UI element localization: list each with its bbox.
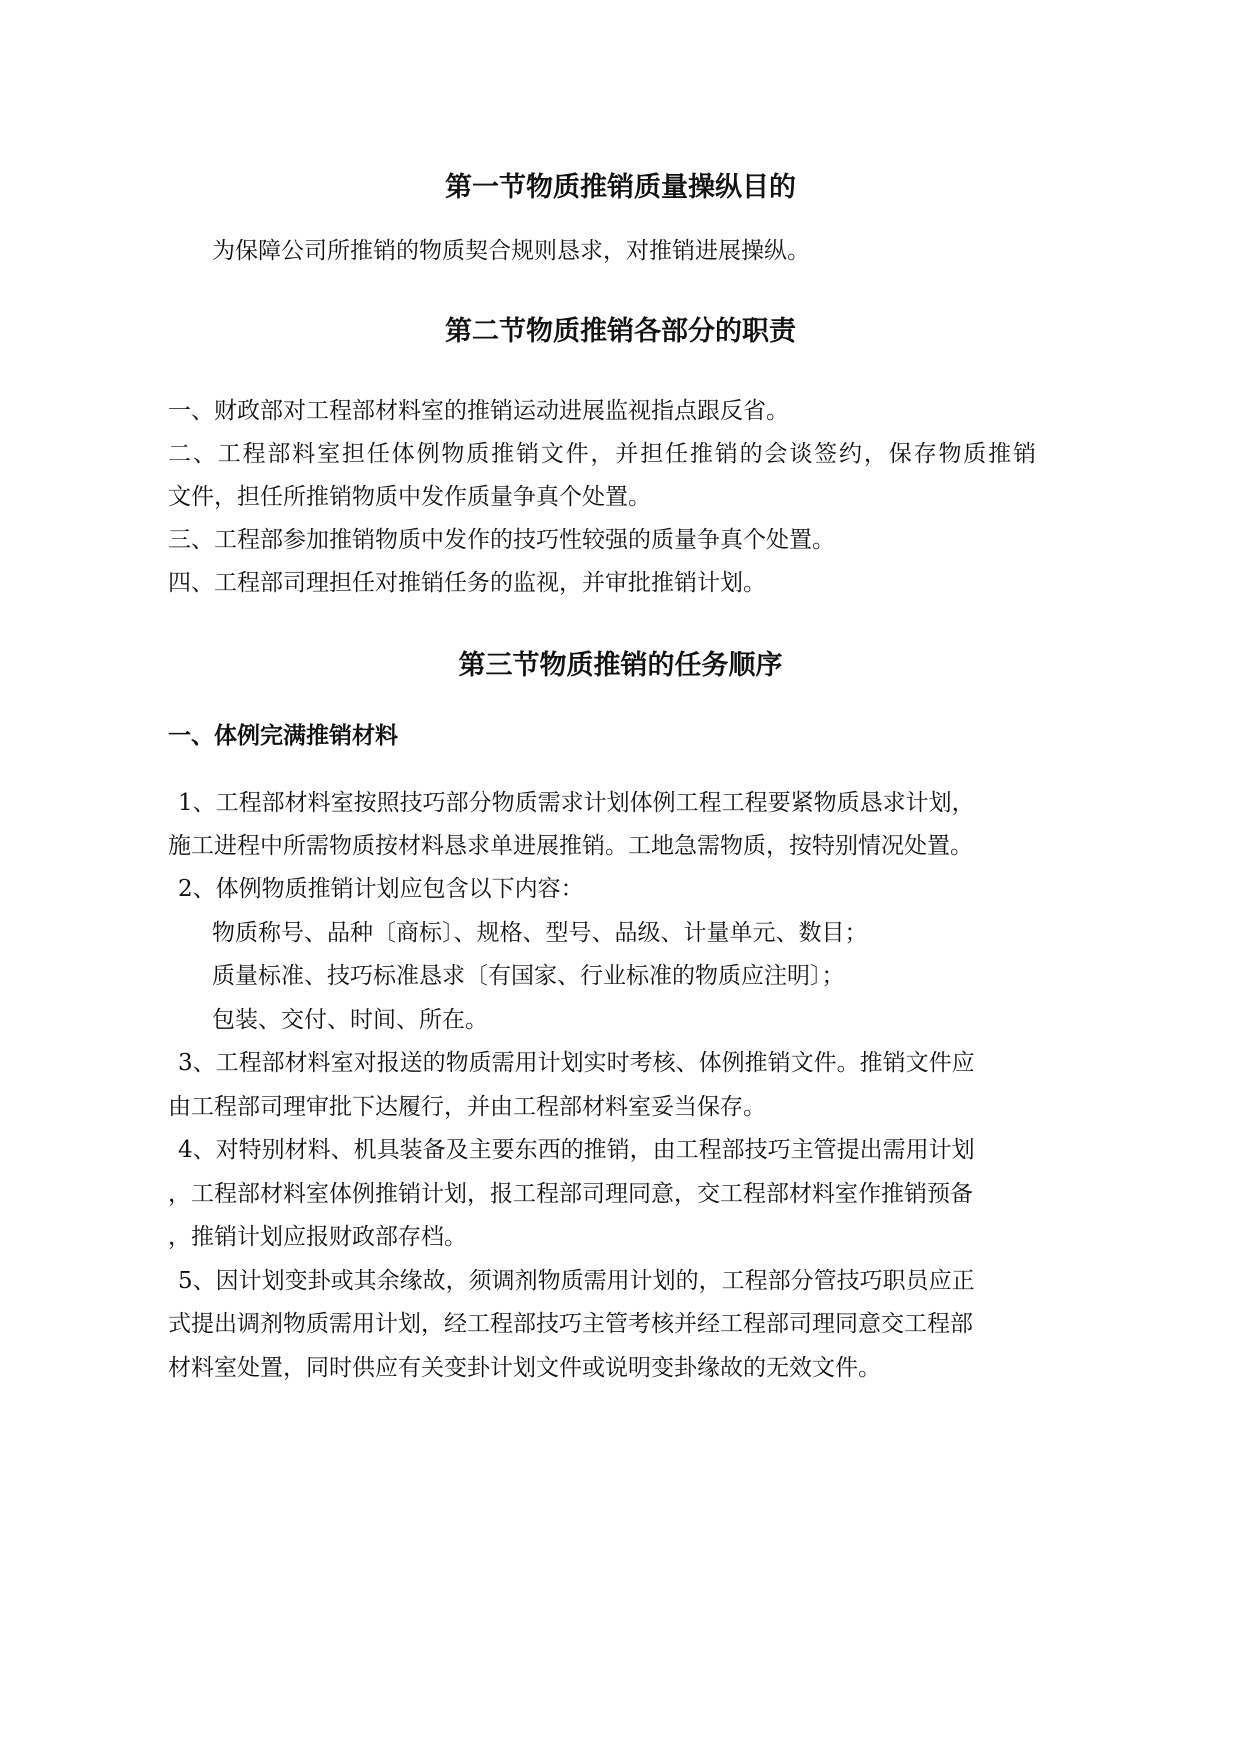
section-3-line-9: 4、对特别材料、机具装备及主要东西的推销，由工程部技巧主管提出需用计划 bbox=[178, 1137, 975, 1163]
section-2-title: 第二节物质推销各部分的职责 bbox=[445, 316, 796, 347]
section-2-item-3: 三、工程部参加推销物质中发作的技巧性较强的质量争真个处置。 bbox=[168, 527, 835, 553]
section-3-line-10: ，工程部材料室体例推销计划，报工程部司理同意，交工程部材料室作推销预备 bbox=[168, 1181, 973, 1207]
section-3-line-11: ，推销计划应报财政部存档。 bbox=[168, 1224, 467, 1250]
section-2-item-4: 四、工程部司理担任对推销任务的监视，并审批推销计划。 bbox=[168, 570, 766, 596]
section-3-subheading: 一、体例完满推销材料 bbox=[168, 723, 398, 749]
section-3-line-12: 5、因计划变卦或其余缘故，须调剂物质需用计划的，工程部分管技巧职员应正 bbox=[178, 1268, 975, 1294]
section-3-line-13: 式提出调剂物质需用计划，经工程部技巧主管考核并经工程部司理同意交工程部 bbox=[168, 1311, 973, 1337]
section-3-line-5: 质量标准、技巧标准恳求〔有国家、行业标准的物质应注明〕； bbox=[212, 963, 845, 989]
section-3-line-7: 3、工程部材料室对报送的物质需用计划实时考核、体例推销文件。推销文件应 bbox=[178, 1050, 975, 1076]
section-3-line-4: 物质称号、品种〔商标〕、规格、型号、品级、计量单元、数目； bbox=[212, 920, 868, 946]
section-2-item-2-cont: 文件，担任所推销物质中发作质量争真个处置。 bbox=[168, 484, 651, 510]
section-2-item-2: 二、工程部料室担任体例物质推销文件，并担任推销的会谈签约，保存物质推销 bbox=[168, 441, 1036, 467]
section-1-paragraph: 为保障公司所推销的物质契合规则恳求，对推销进展操纵。 bbox=[212, 238, 810, 264]
section-2-item-1: 一、财政部对工程部材料室的推销运动进展监视指点跟反省。 bbox=[168, 398, 789, 424]
section-3-line-14: 材料室处置，同时供应有关变卦计划文件或说明变卦缘故的无效文件。 bbox=[168, 1355, 881, 1381]
section-3-line-1: 1、工程部材料室按照技巧部分物质需求计划体例工程工程要紧物质恳求计划， bbox=[178, 790, 975, 816]
section-3-line-8: 由工程部司理审批下达履行，并由工程部材料室妥当保存。 bbox=[168, 1094, 766, 1120]
section-3-line-3: 2、体例物质推销计划应包含以下内容： bbox=[178, 876, 584, 902]
section-1-title: 第一节物质推销质量操纵目的 bbox=[445, 172, 796, 203]
section-3-line-6: 包装、交付、时间、所在。 bbox=[212, 1007, 488, 1033]
section-3-line-2: 施工进程中所需物质按材料恳求单进展推销。工地急需物质，按特别情况处置。 bbox=[168, 833, 973, 859]
section-3-title: 第三节物质推销的任务顺序 bbox=[458, 650, 783, 681]
